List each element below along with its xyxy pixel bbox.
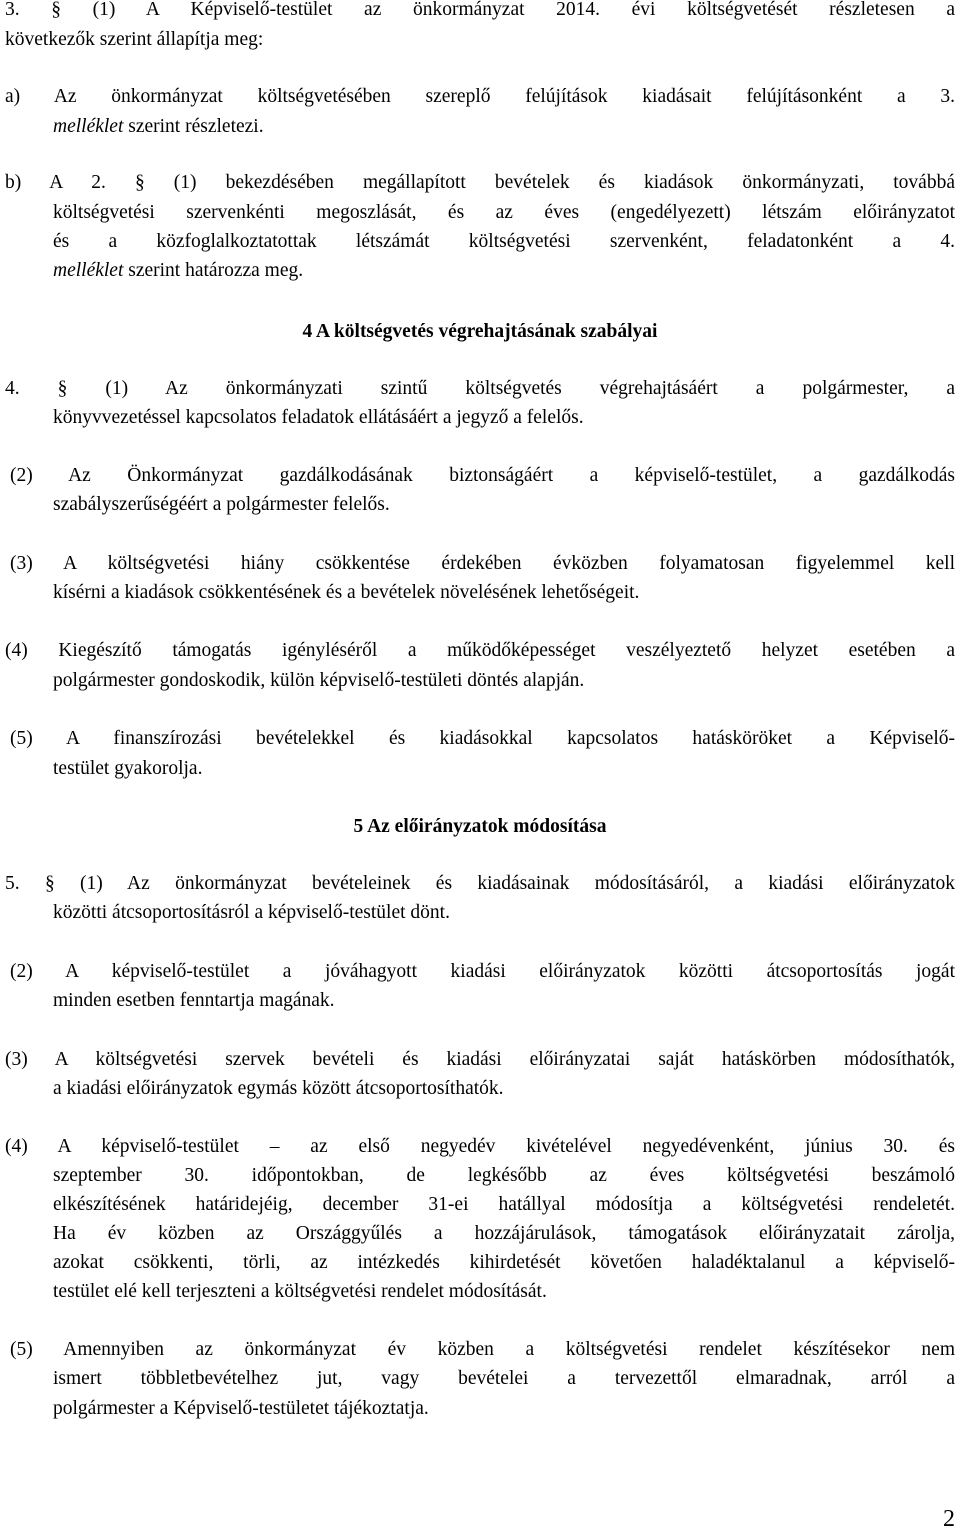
section-4-1-line-2: könyvvezetéssel kapcsolatos feladatok ellátásáért a jegyző a felelős. [53,407,584,428]
section-5-3-line-2: a kiadási előirányzatok egymás között átcsoportosíthatók. [53,1078,504,1099]
section-5-5-line-1: (5) Amennyiben az önkormányzat év közben a költségvetési rendelet készítésekor nem [10,1339,955,1360]
section-4-4-line-1: (4) Kiegészítő támogatás igényléséről a működőképességet veszélyeztető helyzet esetében a [5,640,955,661]
section-5-4-line-5: azokat csökkenti, törli, az intézkedés kihirdetését követően haladéktalanul a képviselő- [53,1252,955,1273]
section-4-3-line-2: kísérni a kiadások csökkentésének és a bevételek növelésének lehetőségeit. [53,582,640,603]
section-4-5-line-1: (5) A finanszírozási bevételekkel és kiadásokkal kapcsolatos hatásköröket a Képviselő- [10,728,955,749]
section-4-5-line-2: testület gyakorolja. [53,758,203,779]
section-3-line-2: következők szerint állapítja meg: [5,29,264,50]
section-5-4-line-1: (4) A képviselő-testület – az első negyedév kivételével negyedévenként, június 30. és [5,1136,955,1157]
section-5-2-line-1: (2) A képviselő-testület a jóváhagyott kiadási előirányzatok közötti átcsoportosítás jogát [10,961,955,982]
item-b-line-2: költségvetési szervenkénti megoszlását, és az éves (engedélyezett) létszám előirányzatot [53,202,955,223]
heading-section-5: 5 Az előirányzatok módosítása [353,816,607,837]
section-4-2-line-2: szabályszerűségéért a polgármester felelős. [53,494,390,515]
section-5-3-line-1: (3) A költségvetési szervek bevételi és kiadási előirányzatai saját hatáskörben módosíthatók, [5,1049,955,1070]
heading-section-4: 4 A költségvetés végrehajtásának szabályai [302,321,658,342]
item-a-rest: szerint részletezi. [123,116,264,137]
page-number: 2 [943,1506,955,1532]
section-4-2-line-1: (2) Az Önkormányzat gazdálkodásának biztonságáért a képviselő-testület, a gazdálkodás [10,465,955,486]
item-b-line-4 [53,257,303,285]
item-a-line-1: a) Az önkormányzat költségvetésében szereplő felújítások kiadásait felújításonként a 3. [5,86,955,107]
section-5-5-line-3: polgármester a Képviselő-testületet tájékoztatja. [53,1398,429,1419]
section-4-3-line-1: (3) A költségvetési hiány csökkentése érdekében évközben folyamatosan figyelemmel kell [10,553,955,574]
section-5-4-line-6: testület elé kell terjeszteni a költségvetési rendelet módosítását. [53,1281,547,1302]
section-5-4-line-3: elkészítésének határidejéig, december 31-ei hatállyal módosítja a költségvetési rendeletét. [53,1194,955,1215]
item-a-line-2 [53,113,264,141]
section-5-2-line-2: minden esetben fenntartja magának. [53,990,335,1011]
item-b-italic: melléklet [53,260,124,281]
section-5-1-line-2: közötti átcsoportosításról a képviselő-testület dönt. [53,902,450,923]
item-b-rest: szerint határozza meg. [123,260,304,281]
section-3-line-1: 3. § (1) A Képviselő-testület az önkormányzat 2014. évi költségvetését részletesen a [5,0,955,20]
section-5-1-line-1: 5. § (1) Az önkormányzat bevételeinek és kiadásainak módosításáról, a kiadási előirányzatok [5,873,955,894]
section-4-1-line-1: 4. § (1) Az önkormányzati szintű költségvetés végrehajtásáért a polgármester, a [5,378,955,399]
section-5-4-line-2: szeptember 30. időpontokban, de legkésőbb az éves költségvetési beszámoló [53,1165,955,1186]
section-5-5-line-2: ismert többletbevételhez jut, vagy bevételei a tervezettől elmaradnak, arról a [53,1368,955,1389]
section-5-4-line-4: Ha év közben az Országgyűlés a hozzájárulások, támogatások előirányzatait zárolja, [53,1223,955,1244]
item-b-line-1: b) A 2. § (1) bekezdésében megállapított bevételek és kiadások önkormányzati, továbbá [5,172,955,193]
section-4-4-line-2: polgármester gondoskodik, külön képviselő-testületi döntés alapján. [53,670,585,691]
item-a-italic: melléklet [53,116,124,137]
item-b-line-3: és a közfoglalkoztatottak létszámát költségvetési szervenként, feladatonként a 4. [53,231,955,252]
